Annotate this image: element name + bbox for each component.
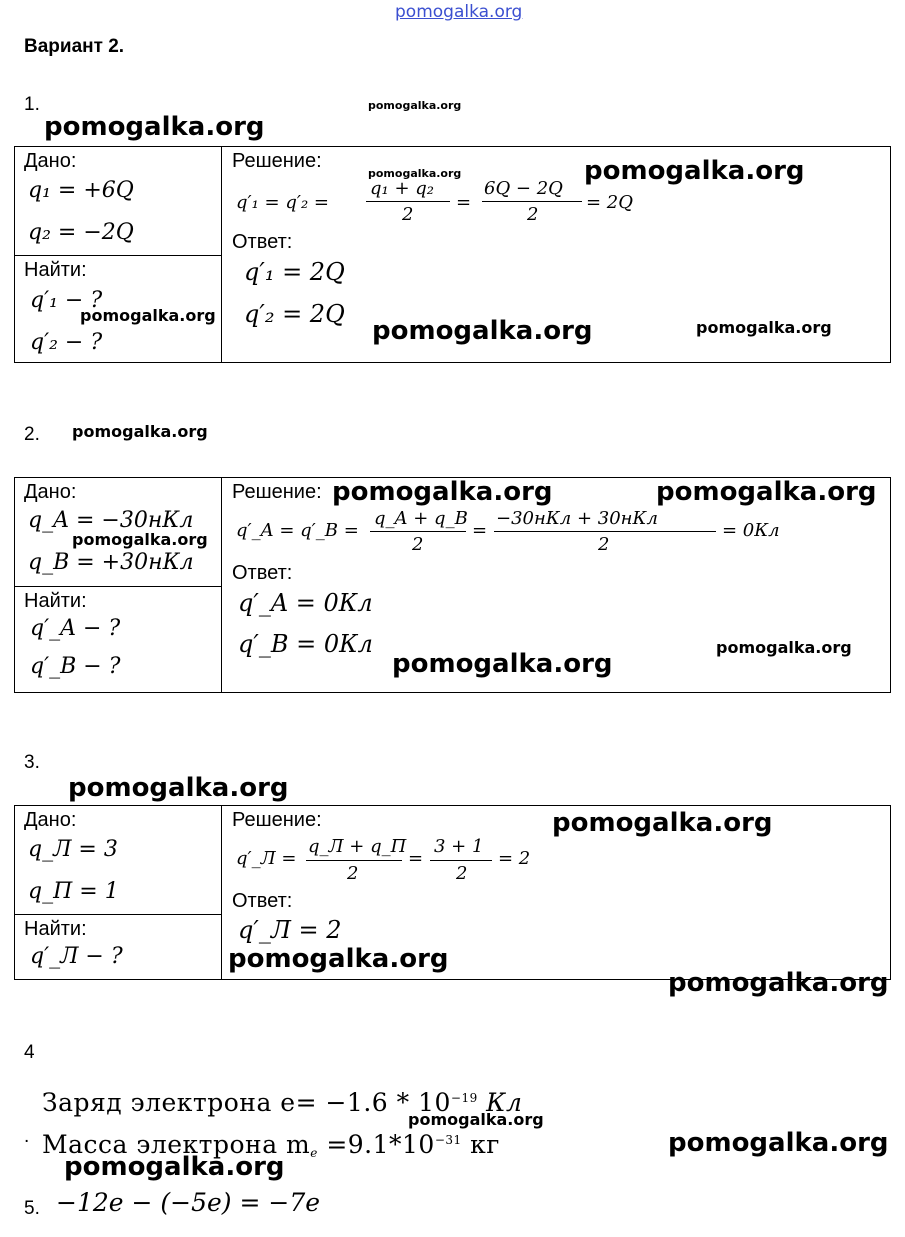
- task-3-given-label: Дано:: [24, 809, 77, 831]
- task-2-answer-label: Ответ:: [232, 562, 293, 584]
- task-1-find-q2: q′₂ − ?: [30, 330, 103, 355]
- task-1-number: 1.: [24, 94, 40, 115]
- task-4-mass-subscript: e: [310, 1146, 318, 1160]
- task-4-mass-exponent: −31: [434, 1133, 462, 1147]
- task-2-find-qb: q′_B − ?: [30, 654, 121, 679]
- watermark: pomogalka.org: [80, 306, 216, 325]
- task-3-find-ql: q′_Л − ?: [30, 944, 123, 969]
- task-3-given-ql: q_Л = 3: [28, 837, 118, 862]
- task-3-equals: =: [408, 848, 424, 869]
- task-2-frac1-denominator: 2: [412, 534, 424, 555]
- watermark: pomogalka.org: [408, 1110, 544, 1129]
- task-3-answer-ql: q′_Л = 2: [238, 916, 342, 944]
- task-4-charge-text: Заряд электрона e= −1.6 * 10: [42, 1088, 451, 1117]
- task-3-find-label: Найти:: [24, 918, 87, 940]
- task-3-number: 3.: [24, 752, 40, 773]
- task-3-frac1-numerator: q_Л + q_П: [308, 836, 407, 857]
- task-4-number: 4: [24, 1042, 35, 1063]
- task-5-expression: −12e − (−5e) = −7e: [56, 1188, 321, 1217]
- task-2-equals: =: [472, 520, 488, 541]
- task-2-answer-qb: q′_B = 0Кл: [238, 630, 373, 658]
- task-2-frac1-numerator: q_A + q_B: [374, 508, 468, 529]
- watermark: pomogalka.org: [368, 167, 462, 180]
- task-4-mass-text: Масса электрона m: [42, 1130, 311, 1159]
- task-3-frac2-numerator: 3 + 1: [434, 836, 484, 857]
- task-1-given-q1: q₁ = +6Q: [28, 178, 134, 203]
- task-2-find-label: Найти:: [24, 590, 87, 612]
- task-2-solution-lhs: q′_A = q′_B =: [236, 520, 359, 541]
- task-3-frac2-denominator: 2: [456, 863, 468, 884]
- task-4-dot: .: [24, 1126, 30, 1147]
- watermark: pomogalka.org: [332, 477, 553, 507]
- watermark: pomogalka.org: [64, 1152, 285, 1182]
- task-1-given-label: Дано:: [24, 150, 77, 172]
- watermark: pomogalka.org: [552, 808, 773, 838]
- task-2-given-qa: q_A = −30нКл: [28, 508, 194, 533]
- page-title: Вариант 2.: [24, 36, 125, 57]
- task-1-result: = 2Q: [586, 192, 634, 213]
- task-3-given-qp: q_П = 1: [28, 879, 119, 904]
- watermark: pomogalka.org: [668, 968, 889, 998]
- task-3-result: = 2: [498, 848, 531, 869]
- watermark: pomogalka.org: [72, 422, 208, 441]
- task-3-solution-lhs: q′_Л =: [236, 848, 297, 869]
- task-1-frac2-numerator: 6Q − 2Q: [484, 178, 563, 199]
- watermark: pomogalka.org: [716, 638, 852, 657]
- task-1-answer-q1: q′₁ = 2Q: [244, 258, 345, 286]
- task-2-given-label: Дано:: [24, 481, 77, 503]
- task-1-frac2-denominator: 2: [527, 204, 539, 225]
- top-site-link[interactable]: pomogalka.org: [395, 2, 523, 22]
- watermark: pomogalka.org: [368, 99, 462, 112]
- task-4-mass-value: =9.1*10: [317, 1130, 435, 1159]
- task-1-answer-label: Ответ:: [232, 231, 293, 253]
- watermark: pomogalka.org: [668, 1128, 889, 1158]
- task-2-number: 2.: [24, 424, 40, 445]
- task-1-find-q1: q′₁ − ?: [30, 288, 103, 313]
- task-2-solution-label: Решение:: [232, 481, 322, 503]
- task-1-equals: =: [456, 192, 472, 213]
- task-2-find-qa: q′_A − ?: [30, 616, 121, 641]
- task-4-charge-unit: Кл: [477, 1088, 523, 1117]
- watermark: pomogalka.org: [584, 156, 805, 186]
- task-2-frac2-denominator: 2: [598, 534, 610, 555]
- task-2-given-qb: q_B = +30нКл: [28, 550, 194, 575]
- watermark: pomogalka.org: [696, 318, 832, 337]
- watermark: pomogalka.org: [68, 773, 289, 803]
- task-5-number: 5.: [24, 1198, 40, 1219]
- task-2-result: = 0Кл: [722, 520, 780, 541]
- task-1-find-label: Найти:: [24, 259, 87, 281]
- watermark: pomogalka.org: [372, 316, 593, 346]
- watermark: pomogalka.org: [44, 112, 265, 142]
- task-4-charge-exponent: −19: [450, 1091, 478, 1105]
- watermark: pomogalka.org: [392, 649, 613, 679]
- task-1-answer-q2: q′₂ = 2Q: [244, 300, 345, 328]
- task-2-answer-qa: q′_A = 0Кл: [238, 589, 373, 617]
- watermark: pomogalka.org: [228, 944, 449, 974]
- task-4-mass-unit: кг: [461, 1130, 500, 1159]
- watermark: pomogalka.org: [656, 477, 877, 507]
- task-1-frac1-numerator: q₁ + q₂: [370, 178, 435, 199]
- task-1-solution-lhs: q′₁ = q′₂ =: [236, 192, 329, 213]
- task-3-frac1-denominator: 2: [347, 863, 359, 884]
- task-1-solution-label: Решение:: [232, 150, 322, 172]
- task-1-frac1-denominator: 2: [402, 204, 414, 225]
- task-2-frac2-numerator: −30нКл + 30нКл: [496, 508, 658, 529]
- task-3-solution-label: Решение:: [232, 809, 322, 831]
- task-1-given-q2: q₂ = −2Q: [28, 220, 134, 245]
- task-3-answer-label: Ответ:: [232, 890, 293, 912]
- watermark: pomogalka.org: [72, 530, 208, 549]
